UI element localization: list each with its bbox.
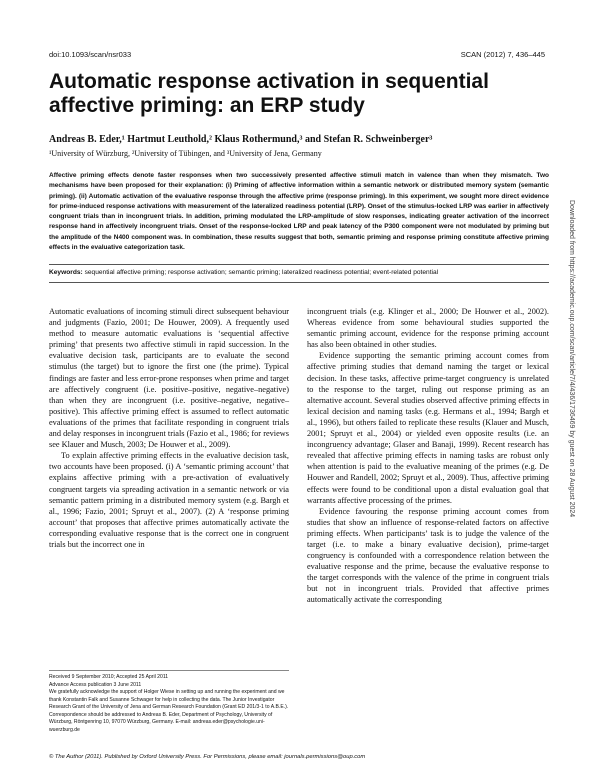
divider (49, 264, 549, 265)
download-watermark: Downloaded from https://academic.oup.com/scan/article/7/4/436/1736469 by guest on 28 August 2024 (568, 200, 575, 518)
keywords-label: Keywords: (49, 269, 83, 276)
footnote-correspondence: Correspondence should be addressed to Andreas B. Eder, Department of Psychology, University of Würzburg, Röntgenring 10, 97070 Würzburg, Germany. E-mail: andreas.eder@psychologie.uni-wuerzburg.de (49, 711, 273, 733)
body-column-left (49, 306, 289, 550)
article-title: Automatic response activation in sequential affective priming: an ERP study (49, 70, 489, 117)
body-column-right (307, 306, 549, 606)
abstract: Affective priming effects denote faster responses when two successively presented affective stimuli match in valence than when they mismatch. Two mechanisms have been proposed for their explanation: (i) Priming of affective information within a semantic network or distributed memory system (semantic priming). (ii) Automatic activation of the evaluative response through the affective prime (response priming). In this experiment, we sought more direct evidence for prime-induced response activations with measurement of the lateralized readiness potential (LRP). Onset of the stimulus-locked LRP was earlier in affectively congruent trials than in incongruent trials. In addition, priming modulated the LRP-amplitude of slow responses, indicating greater activation of the incorrect response hand in affectively incongruent trials. Onset of the response-locked LRP and peak latency of the P300 component were not modulated by priming but the amplitude of the N400 component was. In combination, these results suggest that both, semantic priming and response priming constitute affective priming effects in the evaluative categorization task. (49, 172, 549, 252)
footnote-advance-access: Advance Access publication 3 June 2011 (49, 681, 142, 688)
footnotes (49, 674, 291, 734)
divider (49, 282, 549, 283)
footnote-divider (49, 670, 289, 671)
copyright: © The Author (2011). Published by Oxford University Press. For Permissions, please email: journals.permissions@oup.com (49, 754, 366, 760)
journal-reference: SCAN (2012) 7, 436–445 (460, 50, 545, 59)
paragraph: incongruent trials (e.g. Klinger et al., 2000; De Houwer et al., 2002). Whereas evidence from some behavioural studies supported the semantic priming account, evidence for the response priming account has also been obtained in other studies. (307, 307, 549, 350)
paragraph: To explain affective priming effects in the evaluative decision task, two accounts have been proposed. (i) A ‘semantic priming account’ that explains affective priming with a pre-activation of evaluatively congruent targets via spreading activation in a semantic network or via semantic pattern priming in a distributed memory system (e.g. Bargh et al., 1996; Fazio, 2001; Spruyt et al., 2007). (2) A ‘response priming account’ that proposes that affective primes automatically activate the corresponding evaluative response that is the correct one in congruent trials but the incorrect one in (49, 451, 289, 549)
affiliations: ¹University of Würzburg, ²University of Tübingen, and ³University of Jena, Germany (49, 149, 322, 158)
footnote-received: Received 9 September 2010; Accepted 25 April 2011 (49, 674, 169, 680)
doi: doi:10.1093/scan/nsr033 (49, 50, 132, 59)
keywords (49, 269, 549, 276)
paragraph: Evidence favouring the response priming account comes from studies that show an influence of response-related factors on affective priming effects. When participants’ task is to judge the valence of the target (i.e. to make a binary evaluative decision), prime-target congruency is confounded with a correspondence relation between the evaluative response and the prime, because the evaluative response to the target corresponds with the valence of the prime in congruent trials but not in incongruent trials. Provided that affective primes automatically activate the corresponding (307, 506, 549, 605)
author-list: Andreas B. Eder,¹ Hartmut Leuthold,² Klaus Rothermund,³ and Stefan R. Schweinberger³ (49, 134, 433, 145)
keywords-text: sequential affective priming; response activation; semantic priming; lateralized readiness potential; event-related potential (84, 269, 439, 276)
paragraph: Evidence supporting the semantic priming account comes from affective priming studies that demand naming the target or lexical decision. In these tasks, affective prime-target congruency is unrelated to the response to the target, ruling out response priming as an alternative account. Several studies observed affective priming effects in lexical decision and naming tasks (e.g. Hermans et al., 1994; Bargh et al., 1996), but others failed to replicate these results (Klauer and Musch, 2001; Spruyt et al., 2004) or yielded even opposite results (i.e. an incongruency advantage; Glaser and Banaji, 1999). Recent research has revealed that affective priming effects in naming tasks are robust only when attention is paid to the evaluative meaning of the primes (e.g. De Houwer and Randell, 2002; Spruyt et al., 2009). Thus, affective priming effects were found to be conditional upon a distal evaluation goal that warrants affective processing of the primes. (307, 351, 549, 505)
footnote-acknowledgement: We gratefully acknowledge the support of Holger Wiese in setting up and running the experiment and we thank Konstantin Falk and Susanne Schwager for help in collecting the data. The Junior Investigator Research Grant of the University of Jena and German Research Foundation (Grant ED 201/3-1 to A.B.E.). (49, 689, 289, 710)
paragraph: Automatic evaluations of incoming stimuli direct subsequent behaviour and judgments (Fazio, 2001; De Houwer, 2009). A frequently used method to measure automatic evaluations is ‘sequential affective priming’ that presents two affective stimuli in rapid succession. In the evaluative decision task, participants are to evaluate the second stimulus (the target) but to ignore the first one (the prime). Typical findings are faster and less error-prone responses when prime and target are affectively congruent (i.e. positive–positive, negative–negative) than when they are incongruent (i.e. positive–negative, negative–positive). This affective priming effect is assumed to reflect automatic evaluations of the primes that facilitate responding in congruent trials and delay responses in incongruent trials (Fazio et al., 1986; for reviews see Klauer and Musch, 2003; De Houwer et al., 2009). (49, 307, 289, 450)
